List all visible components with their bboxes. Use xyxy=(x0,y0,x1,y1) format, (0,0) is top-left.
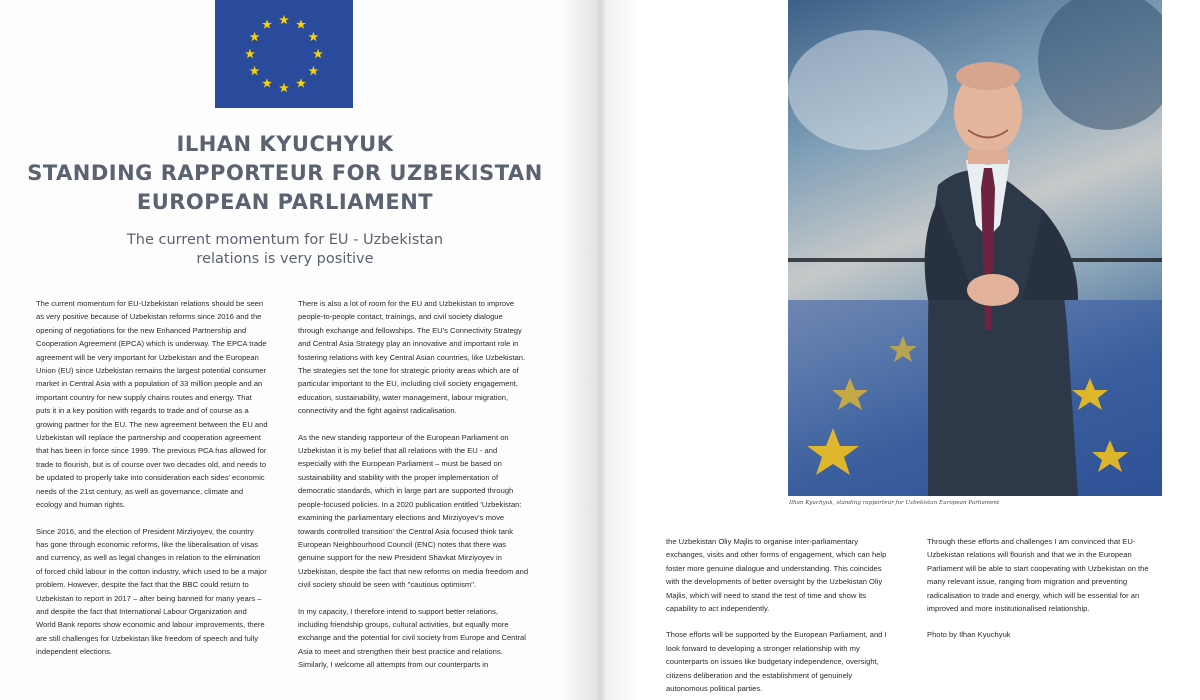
paragraph: The current momentum for EU-Uzbekistan relations should be seen as very positive because of Uzbekistan reforms since 2016 and the opening of negotiations for the new Enhanced Partnership and Cooperation Agreement (EPCA) which is underway. The EPCA trade agreement will be very important for Uzbekistan and the European Union (EU) since Uzbekistan remains the largest potential consumer market in Central Asia with a population of 33 million people and an important country for new supply chains routes and energy. That puts it in a key position with regards to trade and of course as a growing partner for the EU. The new agreement between the EU and Uzbekistan will replace the partnership and cooperation agreement that has been in force since 1999. The previous PCA has allowed for trade to flourish, but is of course over two decades old, and needs to be updated to properly take into consideration each sides' economic needs of the 21st century, as well as governance, climate and ecology and human rights. xyxy=(36,299,268,510)
eu-stars xyxy=(215,0,353,108)
photo-credit: Photo by Ilhan Kyuchyuk xyxy=(927,630,1011,640)
eu-flag xyxy=(215,0,353,108)
eu-star-icon xyxy=(262,19,272,28)
eu-star-icon xyxy=(296,19,306,28)
portrait-photo xyxy=(788,0,1162,496)
article-title xyxy=(20,130,550,217)
title-line-name: ILHAN KYUCHYUK xyxy=(176,132,394,156)
eu-star-icon xyxy=(309,66,319,75)
eu-star-icon xyxy=(279,83,289,92)
eu-star-icon xyxy=(296,78,306,87)
eu-star-icon xyxy=(279,15,289,24)
paragraph: Since 2016, and the election of President Mirziyoyev, the country has gone through economic reforms, like the liberalisation of visas and currency, as well as legal changes in relation to the elimination of forced child labour in the cotton industry, which used to be a major problem. However, despite the fact that the BBC could return to Uzbekistan to report in 2017 – after being banned for many years – and despite the fact that International Labour Organization and World Bank reports show economic and labour improvements, there are still challenges for Uzbekistan like freedom of speech and fully independent elections. xyxy=(36,526,267,657)
subtitle-line-1: The current momentum for EU - Uzbekistan xyxy=(126,232,444,248)
left-page xyxy=(0,0,598,700)
text-column-3 xyxy=(666,535,891,700)
title-line-institution: EUROPEAN PARLIAMENT xyxy=(136,190,434,214)
subtitle-line-2: relations is very positive xyxy=(196,251,374,267)
paragraph: the Uzbekistan Oliy Majlis to organise inter-parliamentary exchanges, visits and other forms of engagement, which can help foster more genuine dialogue and understanding. This coincides with the developments of better oversight by the Uzbekistan Oliy Majlis, which will need to stand the test of time and show its capability to act independently. xyxy=(666,537,887,614)
paragraph: Those efforts will be supported by the European Parliament, and I look forward to developing a stronger relationship with my counterparts on issues like budgetary independence, oversight, citizens deliberation and the establishment of genuinely autonomous political parties. xyxy=(666,630,887,694)
eu-star-icon xyxy=(250,32,260,41)
text-column-1 xyxy=(36,297,268,672)
article-subtitle xyxy=(60,231,510,269)
eu-star-icon xyxy=(262,78,272,87)
eu-star-icon xyxy=(313,49,323,58)
text-column-4 xyxy=(927,535,1155,655)
eu-star-icon xyxy=(245,49,255,58)
eu-star-icon xyxy=(250,66,260,75)
text-column-2 xyxy=(298,297,530,685)
right-page xyxy=(598,0,1200,700)
paragraph: In my capacity, I therefore intend to support better relations, including friendship groups, cultural activities, but equally more exchange and the potential for civil society from Europe and Central Asia to meet and strengthen their best practice and relations. Similarly, I welcome all attempts from our counterparts in xyxy=(298,606,526,670)
title-line-role: STANDING RAPPORTEUR FOR UZBEKISTAN xyxy=(27,161,543,185)
paragraph: As the new standing rapporteur of the European Parliament on Uzbekistan it is my belief that all relations with the EU - and especially with the European Parliament – must be based on sustainability and stability with the proper implementation of democratic standards, which in large part are supported through people-focused policies. In a 2020 publication entitled 'Uzbekistan: examining the parliamentary elections and Mirziyoyev's move towards controlled transition' the Central Asia focused think tank European Neighbourhood Council (ENC) notes that there was genuine support for the new President Shavkat Mirziyoyev in Uzbekistan, despite the fact that new reforms on media freedom and civil society should be seen with "cautious optimism". xyxy=(298,432,529,590)
portrait-illustration xyxy=(788,0,1162,496)
paragraph: Through these efforts and challenges I am convinced that EU-Uzbekistan relations will flourish and that we in the European Parliament will be able to start cooperating with Uzbekistan on the many relevant issue, ranging from migration and preventing radicalisation to trade and energy, which will be essential for an improved and more institutionalised relationship. xyxy=(927,537,1149,614)
photo-caption: Ilhan Kyuchyuk, standing rapporteur for Uzbekistan European Parliament xyxy=(789,500,1000,506)
paragraph: There is also a lot of room for the EU and Uzbekistan to improve people-to-people contact, trainings, and civil society dialogue through exchange and fellowships. The EU's Connectivity Strategy and Central Asia Strategy play an innovative and important role in fostering relations with key Central Asian countries, like Uzbekistan. The strategies set the tone for strategic priority areas which are of particular important to the EU, including civil society engagement, education, sustainability, water management, labour migration, connectivity and the fight against radicalisation. xyxy=(298,299,526,416)
eu-star-icon xyxy=(309,32,319,41)
